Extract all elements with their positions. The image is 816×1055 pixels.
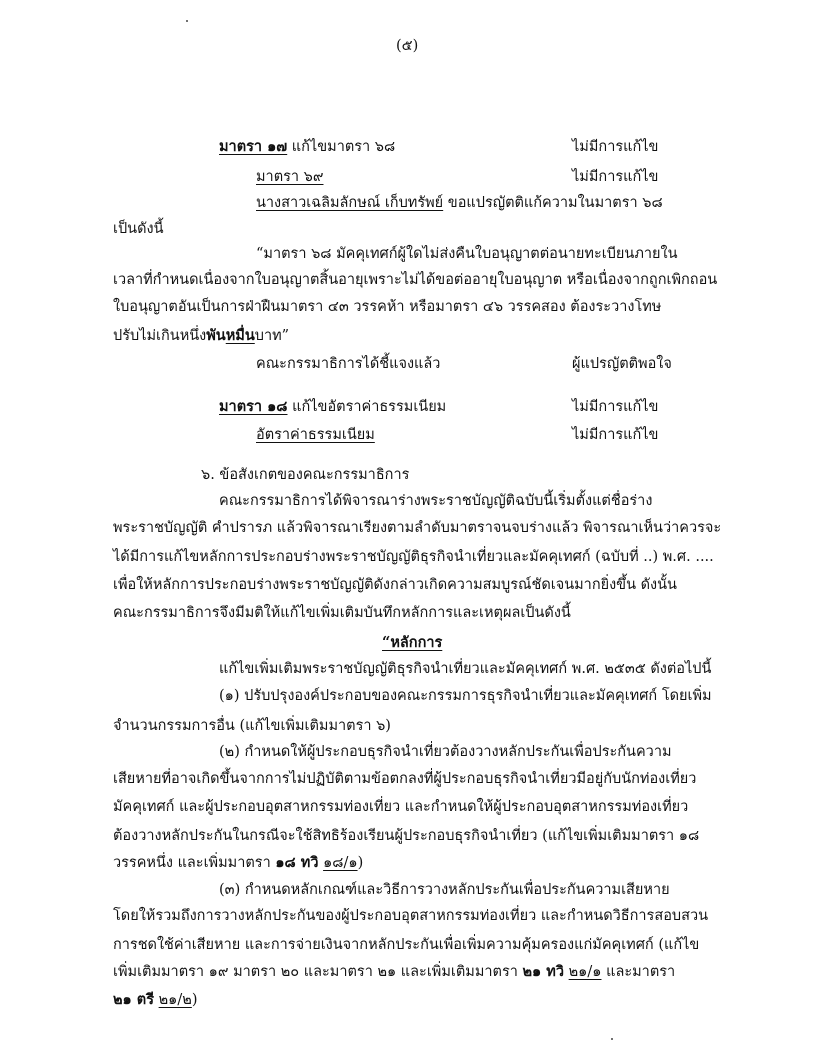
as-follows-text: เป็นดังนี้ xyxy=(113,221,164,237)
section-17-line xyxy=(219,137,395,157)
principle-item-3-line-4-b: ๒๑ ทวิ xyxy=(522,963,565,980)
observations-line-4: เพื่อให้หลักการประกอบร่างพระราชบัญญัติดังกล่าวเกิดความสมบูรณ์ชัดเจนมากยิ่งขึ้น ดังนั้น xyxy=(113,577,677,593)
section-18-text: แก้ไขอัตราค่าธรรมเนียม xyxy=(287,399,447,415)
fees-status: ไม่มีการแก้ไข xyxy=(572,427,659,443)
committee-explained: คณะกรรมาธิการได้ชี้แจงแล้ว xyxy=(256,356,441,372)
principle-item-2-line-1: (๒) กำหนดให้ผู้ประกอบธุรกิจนำเที่ยวต้องวางหลักประกันเพื่อประกันความ xyxy=(219,744,672,760)
section-18-line xyxy=(219,397,446,417)
member-amendment-text: ขอแปรญัตติแก้ความในมาตรา ๖๘ xyxy=(443,195,663,211)
principle-item-2-line-5-b: ๑๘ ทวิ xyxy=(275,854,319,871)
scan-speck xyxy=(611,1038,613,1040)
principle-item-1-line-1: (๑) ปรับปรุงองค์ประกอบของคณะกรรมการธุรกิจนำเที่ยวและมัคคุเทศก์ โดยเพิ่ม xyxy=(219,688,712,704)
quote-line-2: เวลาที่กำหนดเนื่องจากใบอนุญาตสิ้นอายุเพราะไม่ได้ขอต่ออายุใบอนุญาต หรือเนื่องจากถูกเพิกถอน xyxy=(113,272,718,288)
observations-line-1: คณะกรรมาธิการได้พิจารณาร่างพระราชบัญญัติฉบับนี้เริ่มตั้งแต่ชื่อร่าง xyxy=(219,493,653,509)
quote-line-4-d: บาท” xyxy=(254,328,290,344)
principle-item-3-line-4 xyxy=(113,962,675,982)
quote-line-1: “มาตรา ๖๘ มัคคุเทศก์ผู้ใดไม่ส่งคืนใบอนุญาตต่อนายทะเบียนภายใน xyxy=(256,246,678,262)
section-17-label: มาตรา ๑๗ xyxy=(219,138,288,155)
principle-item-3-line-2: โดยให้รวมถึงการวางหลักประกันของผู้ประกอบอุตสาหกรรมท่องเที่ยว และกำหนดวิธีการสอบสวน xyxy=(113,908,709,924)
principle-item-3-line-5 xyxy=(113,990,198,1010)
principle-item-2-line-4: ต้องวางหลักประกันในกรณีจะใช้สิทธิร้องเรียนผู้ประกอบธุรกิจนำเที่ยว (แก้ไขเพิ่มเติมมาตรา ๑๘ xyxy=(113,828,700,844)
section-17-status: ไม่มีการแก้ไข xyxy=(572,139,659,155)
page-number: (๕) xyxy=(396,38,419,54)
principle-item-2-line-3: มัคคุเทศก์ และผู้ประกอบอุตสาหกรรมท่องเที่ยว และกำหนดให้ผู้ประกอบอุตสาหกรรมท่องเที่ยว xyxy=(113,799,689,815)
quote-line-3: ใบอนุญาตอันเป็นการฝ่าฝืนมาตรา ๔๓ วรรคห้า หรือมาตรา ๔๖ วรรคสอง ต้องระวางโทษ xyxy=(113,299,662,315)
quote-line-4-c: หมื่น xyxy=(225,327,255,344)
observations-heading: ๖. ข้อสังเกตของคณะกรรมาธิการ xyxy=(201,467,410,483)
principle-item-3-line-4-a: เพิ่มเติมมาตรา ๑๙ มาตรา ๒๐ และมาตรา ๒๑ และเพิ่มเติมมาตรา xyxy=(113,964,523,980)
principle-item-2-line-5 xyxy=(113,853,363,873)
principle-item-2-line-2: เสียหายที่อาจเกิดขึ้นจากการไม่ปฏิบัติตามข้อตกลงที่ผู้ประกอบธุรกิจนำเที่ยวมีอยู่กับนักท่องเที่ยว xyxy=(113,771,697,787)
member-amendment-line xyxy=(256,193,663,213)
principle-heading: “หลักการ xyxy=(382,634,443,651)
proposer-satisfied: ผู้แปรญัตติพอใจ xyxy=(572,356,672,372)
principle-item-3-line-4-d: ๒๑/๑ xyxy=(568,964,602,980)
section-18-status: ไม่มีการแก้ไข xyxy=(572,399,659,415)
quote-line-4-a: ปรับไม่เกินหนึ่ง xyxy=(113,328,207,344)
principle-item-3-line-5-a: ๒๑ ตรี xyxy=(113,991,155,1008)
principle-item-3-line-1: (๓) กำหนดหลักเกณฑ์และวิธีการวางหลักประกันเพื่อประกันความเสียหาย xyxy=(219,882,670,898)
section-69-status: ไม่มีการแก้ไข xyxy=(572,169,659,185)
section-69-label: มาตรา ๖๙ xyxy=(256,169,324,185)
section-17-text: แก้ไขมาตรา ๖๘ xyxy=(287,139,396,155)
principle-item-3-line-4-e: และมาตรา xyxy=(601,964,676,980)
scan-speck xyxy=(186,20,188,22)
quote-line-4-b: พัน xyxy=(206,327,226,344)
observations-line-2: พระราชบัญญัติ คำปรารภ แล้วพิจารณาเรียงตามลำดับมาตราจนจบร่างแล้ว พิจารณาเห็นว่าควรจะ xyxy=(113,520,722,536)
principle-intro: แก้ไขเพิ่มเติมพระราชบัญญัติธุรกิจนำเที่ยวและมัคคุเทศก์ พ.ศ. ๒๕๓๕ ดังต่อไปนี้ xyxy=(219,661,712,677)
observations-line-3: ได้มีการแก้ไขหลักการประกอบร่างพระราชบัญญัติธุรกิจนำเที่ยวและมัคคุเทศก์ (ฉบับที่ ..) พ.ศ. .... xyxy=(113,549,714,565)
principle-item-2-line-5-e: ) xyxy=(357,855,364,871)
principle-item-1-line-2: จำนวนกรรมการอื่น (แก้ไขเพิ่มเติมมาตรา ๖) xyxy=(113,718,391,734)
member-name: นางสาวเฉลิมลักษณ์ เก็บทรัพย์ xyxy=(256,195,444,211)
principle-item-3-line-5-c: ๒๑/๒ xyxy=(158,992,192,1008)
principle-item-2-line-5-a: วรรคหนึ่ง และเพิ่มมาตรา xyxy=(113,855,276,871)
observations-line-5: คณะกรรมาธิการจึงมีมติให้แก้ไขเพิ่มเติมบันทึกหลักการและเหตุผลเป็นดังนี้ xyxy=(113,605,571,621)
principle-item-3-line-3: การชดใช้ค่าเสียหาย และการจ่ายเงินจากหลักประกันเพื่อเพิ่มความคุ้มครองแก่มัคคุเทศก์ (แก้ไข xyxy=(113,937,700,953)
quote-line-4 xyxy=(113,326,289,346)
section-18-label: มาตรา ๑๘ xyxy=(219,398,288,415)
principle-item-2-line-5-d: ๑๘/๑ xyxy=(323,855,358,871)
fees-label: อัตราค่าธรรมเนียม xyxy=(256,427,375,443)
principle-item-3-line-5-d: ) xyxy=(191,992,198,1008)
